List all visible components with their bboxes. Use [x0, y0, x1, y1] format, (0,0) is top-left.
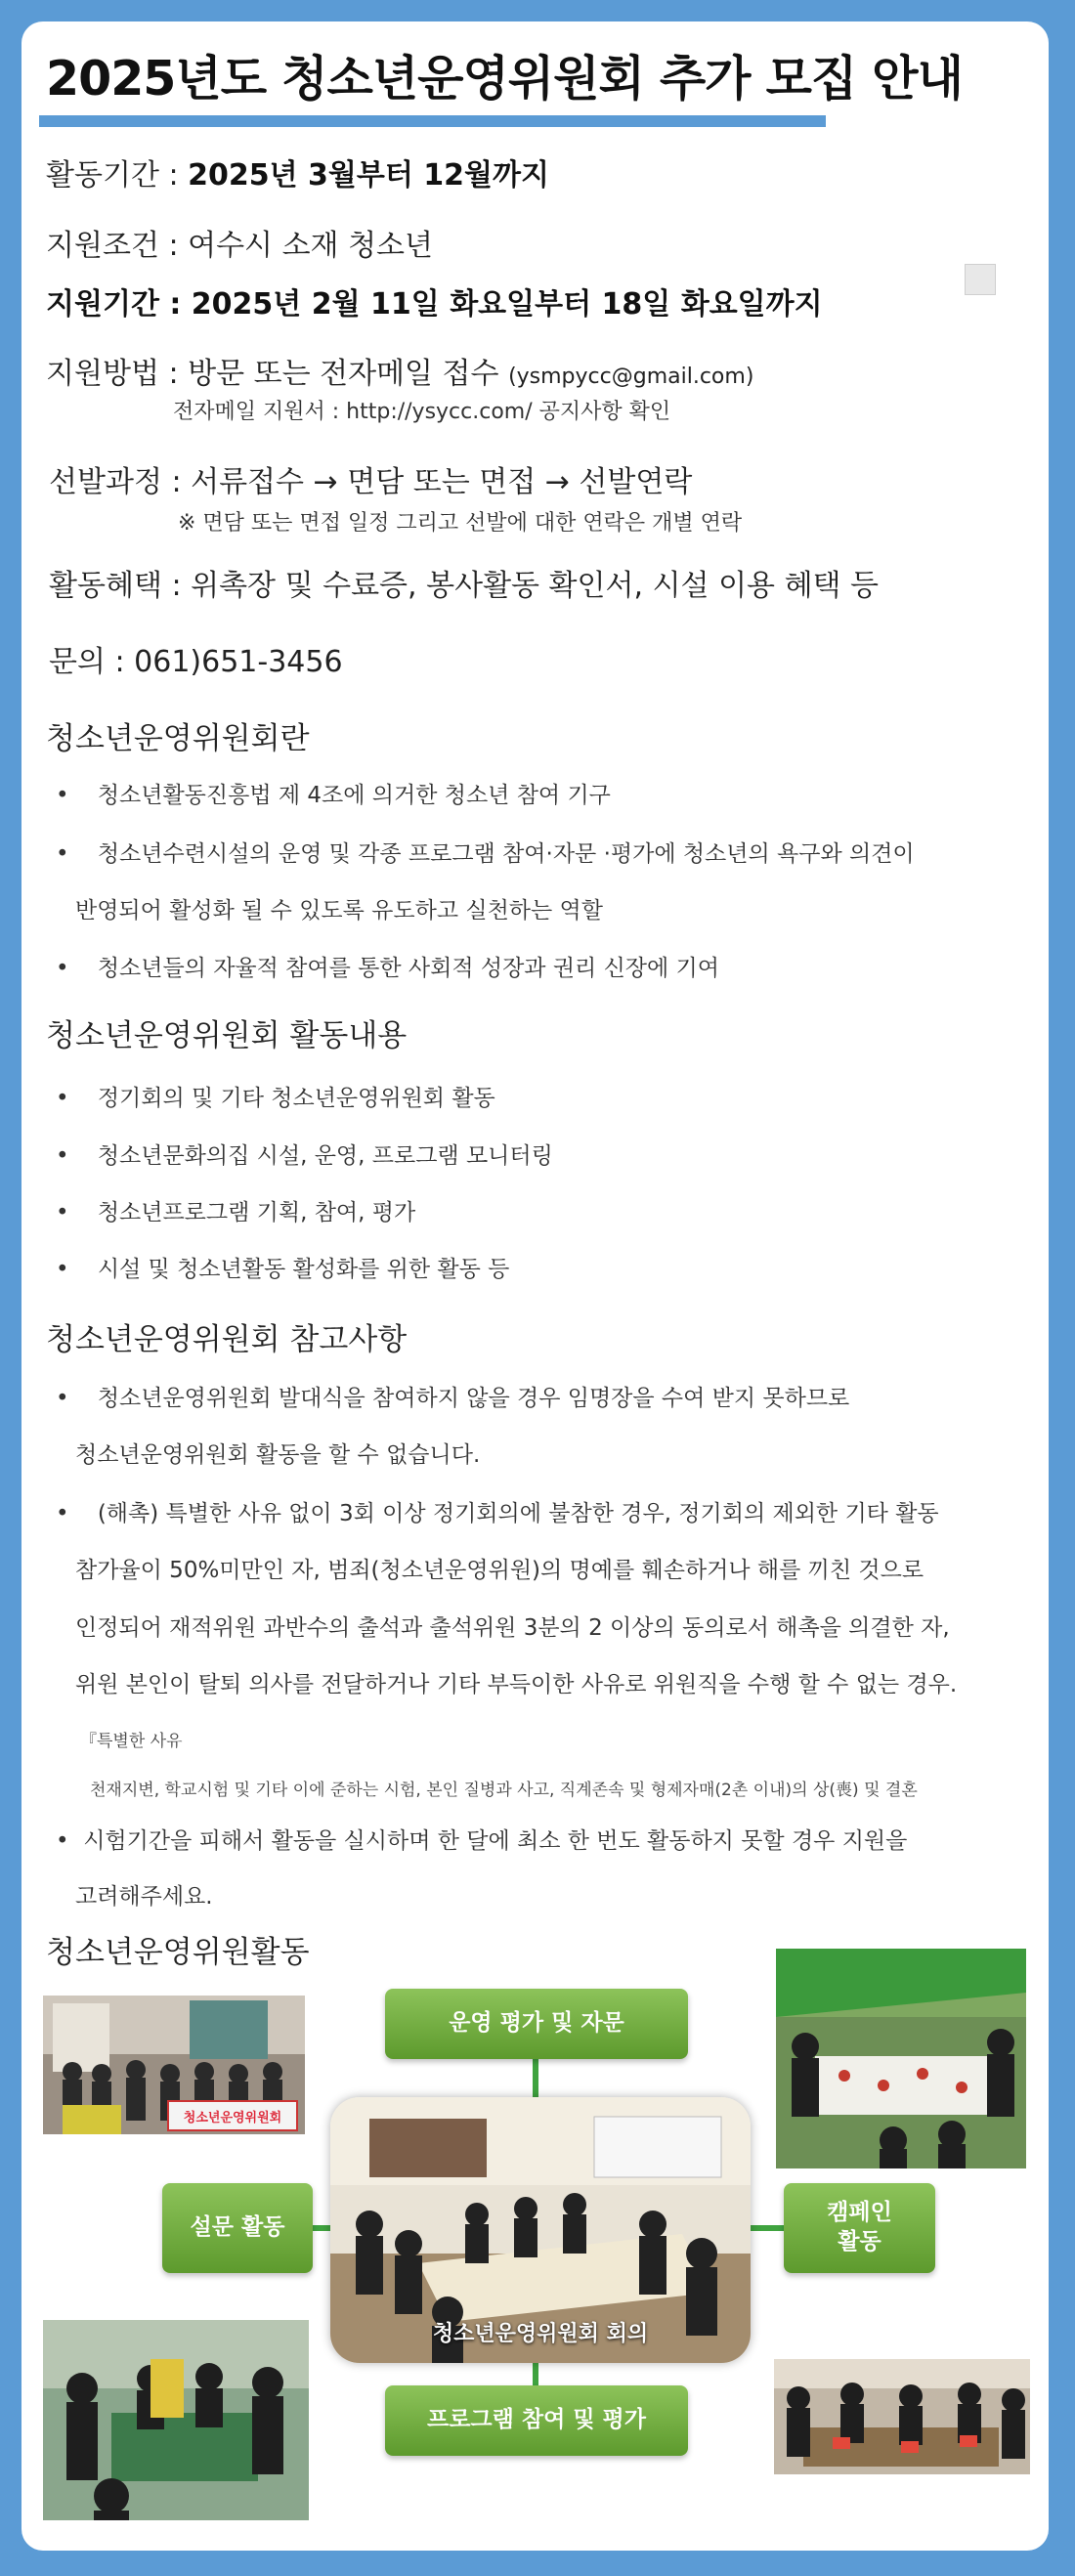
program-participation-evaluation-button: 프로그램 참여 및 평가	[385, 2385, 688, 2456]
connector-right	[745, 2225, 788, 2231]
contact: 문의 : 061)651-3456	[49, 645, 343, 679]
notes-bullet-1-continued: 청소년운영위원회 활동을 할 수 없습니다.	[75, 1442, 481, 1468]
special-reason-text: 천재지변, 학교시험 및 기타 이에 준하는 시험, 본인 질병과 사고, 직계존속 및 형제자매(2촌 이내)의 상(喪) 및 결혼	[90, 1781, 918, 1800]
application-form-note: 전자메일 지원서 : http://ysycc.com/ 공지사항 확인	[173, 400, 671, 424]
notes-bullet-1: • 청소년운영위원회 발대식을 참여하지 않을 경우 임명장을 수여 받지 못하므로	[56, 1386, 850, 1411]
diagram-heading: 청소년운영위원활동	[46, 1935, 310, 1970]
notes-bullet-3: • 시험기간을 피해서 활동을 실시하며 한 달에 최소 한 번도 활동하지 못할 경우 지원을	[56, 1828, 908, 1854]
activities-bullet-3-text: 청소년프로그램 기획, 참여, 평가	[97, 1200, 416, 1225]
about-bullet-3: • 청소년들의 자율적 참여를 통한 사회적 성장과 권리 신장에 기여	[56, 956, 719, 981]
activities-bullet-4: • 시설 및 청소년활동 활성화를 위한 활동 등	[56, 1257, 510, 1282]
application-email: (ysmpycc@gmail.com)	[508, 365, 754, 389]
title-underline	[39, 115, 826, 127]
benefits: 활동혜택 : 위촉장 및 수료증, 봉사활동 확인서, 시설 이용 혜택 등	[49, 569, 880, 603]
selection-process-note: ※ 면담 또는 면접 일정 그리고 선발에 대한 연락은 개별 연락	[178, 511, 743, 536]
notes-bullet-2-line-3: 인정되어 재적위원 과반수의 출석과 출석위원 3분의 2 이상의 동의로서 해촉을 의결한 자,	[75, 1615, 950, 1641]
activity-period	[46, 150, 549, 193]
activity-period-label: 활동기간 :	[46, 158, 189, 193]
banner-text: 청소년운영위원회	[183, 2111, 282, 2125]
about-bullet-1: • 청소년활동진흥법 제 4조에 의거한 청소년 참여 기구	[56, 783, 611, 808]
meeting-caption: 청소년운영위원회 회의	[432, 2322, 649, 2346]
campaign-activity-button	[784, 2183, 935, 2273]
notes-bullet-3-continued: 고려해주세요.	[75, 1884, 213, 1910]
image-placeholder-icon	[965, 264, 996, 295]
campaign-activity-line-1: 캠페인	[827, 2200, 892, 2226]
notes-bullet-2-line-4: 위원 본인이 탈퇴 의사를 전달하거나 기타 부득이한 사유로 위원직을 수행 할 수 없는 경우.	[75, 1672, 958, 1697]
notes-bullet-2-text: (해촉) 특별한 사유 없이 3회 이상 정기회의에 불참한 경우, 정기회의 제외한 기타 활동	[97, 1501, 939, 1526]
about-bullet-2-text: 청소년수련시설의 운영 및 각종 프로그램 참여·자문 ·평가에 청소년의 욕구와 의견이	[97, 841, 915, 867]
eligibility: 지원조건 : 여수시 소재 청소년	[46, 229, 434, 263]
about-bullet-2: • 청소년수련시설의 운영 및 각종 프로그램 참여·자문 ·평가에 청소년의 욕구와 의견이	[56, 841, 915, 867]
notes-bullet-3-text: 시험기간을 피해서 활동을 실시하며 한 달에 최소 한 번도 활동하지 못할 경우 지원을	[83, 1828, 908, 1854]
notes-heading: 청소년운영위원회 참고사항	[46, 1322, 408, 1357]
about-heading: 청소년운영위원회란	[46, 721, 310, 756]
photo-activity-top-right	[776, 1949, 1026, 2168]
notes-bullet-2-line-2: 참가율이 50%미만인 자, 범죄(청소년운영위원)의 명예를 훼손하거나 해를 끼친 것으로	[75, 1558, 924, 1583]
activities-bullet-3: • 청소년프로그램 기획, 참여, 평가	[56, 1200, 416, 1225]
about-bullet-1-text: 청소년활동진흥법 제 4조에 의거한 청소년 참여 기구	[97, 783, 611, 808]
photo-activity-top-left	[43, 1996, 305, 2134]
notice-page	[22, 21, 1049, 2551]
notes-bullet-2: • (해촉) 특별한 사유 없이 3회 이상 정기회의에 불참한 경우, 정기회의 제외한 기타 활동	[56, 1501, 939, 1526]
page-title: 2025년도 청소년운영위원회 추가 모집 안내	[46, 51, 963, 107]
campaign-activity-line-2: 활동	[838, 2229, 882, 2254]
activities-bullet-1-text: 정기회의 및 기타 청소년운영위원회 활동	[97, 1086, 495, 1111]
selection-process: 선발과정 : 서류접수 → 면담 또는 면접 → 선발연락	[49, 465, 693, 499]
activities-heading: 청소년운영위원회 활동내용	[46, 1018, 408, 1053]
application-period: 지원기간 : 2025년 2월 11일 화요일부터 18일 화요일까지	[46, 287, 823, 322]
operation-evaluation-advice-button: 운영 평가 및 자문	[385, 1989, 688, 2059]
application-method	[46, 349, 753, 392]
photo-activity-bottom-right	[774, 2359, 1030, 2474]
survey-activity-button: 설문 활동	[162, 2183, 313, 2273]
special-reason-title: 『특별한 사유	[80, 1732, 183, 1751]
activities-bullet-2-text: 청소년문화의집 시설, 운영, 프로그램 모니터링	[97, 1143, 553, 1169]
activities-bullet-4-text: 시설 및 청소년활동 활성화를 위한 활동 등	[97, 1257, 510, 1282]
photo-committee-meeting	[330, 2097, 751, 2363]
activity-period-value: 2025년 3월부터 12월까지	[188, 158, 549, 193]
about-bullet-3-text: 청소년들의 자율적 참여를 통한 사회적 성장과 권리 신장에 기여	[97, 956, 719, 981]
about-bullet-2-continued: 반영되어 활성화 될 수 있도록 유도하고 실천하는 역할	[75, 898, 603, 923]
activities-bullet-2: • 청소년문화의집 시설, 운영, 프로그램 모니터링	[56, 1143, 553, 1169]
application-method-label: 지원방법 : 방문 또는 전자메일 접수	[46, 357, 499, 391]
photo-activity-bottom-left	[43, 2320, 309, 2520]
notes-bullet-1-text: 청소년운영위원회 발대식을 참여하지 않을 경우 임명장을 수여 받지 못하므로	[97, 1386, 850, 1411]
activities-bullet-1: • 정기회의 및 기타 청소년운영위원회 활동	[56, 1086, 495, 1111]
